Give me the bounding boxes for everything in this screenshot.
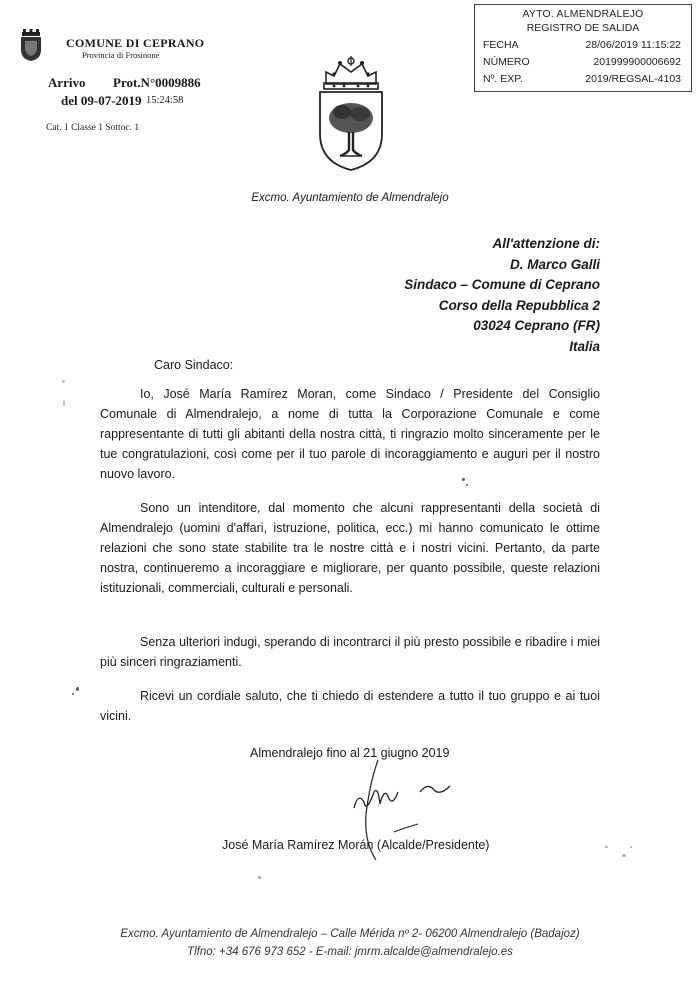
registro-ayto: AYTO. ALMENDRALEJO [522, 8, 644, 20]
arrival-date: del 09-07-2019 [61, 93, 142, 108]
recipient-line: Italia [569, 338, 600, 354]
salutation: Caro Sindaco: [154, 358, 234, 372]
registro-key: NÚMERO [483, 56, 530, 68]
protocol-number: Prot.N°0009886 [113, 75, 201, 90]
scan-speck [466, 484, 468, 486]
recipient-address [404, 234, 600, 357]
scan-speck [622, 854, 626, 857]
coat-of-arms-icon [312, 54, 390, 172]
paragraph-2: Sono un intenditore, dal momento che alcuni rappresentanti della società di Almendralejo (uomini d'affari, istruzione, politica, ecc.) mi hanno comunicato le ottime relazioni che sono state stabilite tra le nostre città e i nostri vicini. Pertanto, da parte nostra, continueremo a incoraggiare e migliorare, per quanto possibile, queste relazioni istituzionali, commerciali, culturali e personali. [100, 501, 600, 595]
recipient-line: 03024 Ceprano (FR) [473, 318, 600, 333]
arrivo-label: Arrivo [48, 75, 86, 90]
scan-speck [605, 846, 608, 848]
recipient-line: Corso della Repubblica 2 [438, 297, 600, 313]
scan-speck [76, 687, 79, 691]
classification: Cat. 1 Classe 1 Sottoc. 1 [46, 123, 140, 133]
comune-crest-icon [18, 28, 44, 62]
registro-key: FECHA [483, 39, 519, 51]
paragraph-4: Ricevi un cordiale saluto, che ti chiedo di estendere a tutto il tuo gruppo e ai tuoi vicini. [100, 689, 600, 723]
paragraph-3: Senza ulteriori indugi, sperando di incontrarci il più presto possibile e ribadire i miei più sinceri ringraziamenti. [100, 635, 600, 669]
scan-speck [258, 876, 261, 879]
date-line: Almendralejo fino al 21 giugno 2019 [250, 746, 450, 760]
registro-value: 2019/REGSAL-4103 [585, 73, 681, 85]
registro-row-fecha [483, 39, 685, 53]
scan-speck [462, 478, 465, 481]
footer-contact: Tlfno: +34 676 973 652 - E-mail: jmrm.alcalde@almendralejo.es [187, 946, 513, 958]
scan-speck [72, 693, 74, 695]
signer-name: José María Ramírez Morán (Alcalde/Presidente) [222, 838, 490, 852]
scan-speck [63, 400, 65, 406]
footer-address: Excmo. Ayuntamiento de Almendralejo – Calle Mérida nº 2- 06200 Almendralejo (Badajoz) [120, 928, 580, 940]
comune-name: COMUNE DI CEPRANO [66, 36, 205, 50]
paragraph-1: Io, José María Ramírez Moran, come Sindaco / Presidente del Consiglio Comunale di Almendralejo, a nome di tutta la Corporazione Comunale e come rappresentante di tutti gli abitanti della nostra città, ti ringrazio molto sinceramente per le tue congratulazioni, così come per il tuo parole di incoraggiamento e auguri per il nostro nuovo lavoro. [100, 387, 600, 481]
recipient-line: All'attenzione di: [492, 236, 600, 251]
arrival-time: 15:24:58 [146, 95, 184, 106]
registro-value: 28/06/2019 11:15:22 [585, 39, 681, 51]
recipient-line: Sindaco – Comune di Ceprano [404, 277, 600, 292]
registro-title: REGISTRO DE SALIDA [526, 22, 640, 34]
scan-speck [62, 380, 65, 383]
scan-speck [630, 846, 632, 848]
letterhead: Excmo. Ayuntamiento de Almendralejo [251, 192, 449, 204]
registro-row-exp [483, 73, 685, 87]
registro-value: 201999900006692 [593, 56, 681, 68]
registro-salida-stamp [474, 4, 692, 92]
registro-row-numero [483, 56, 685, 70]
registro-key: Nº. EXP. [483, 73, 523, 85]
comune-province: Provincia di Frosinone [82, 50, 160, 60]
recipient-line: D. Marco Galli [509, 256, 600, 272]
